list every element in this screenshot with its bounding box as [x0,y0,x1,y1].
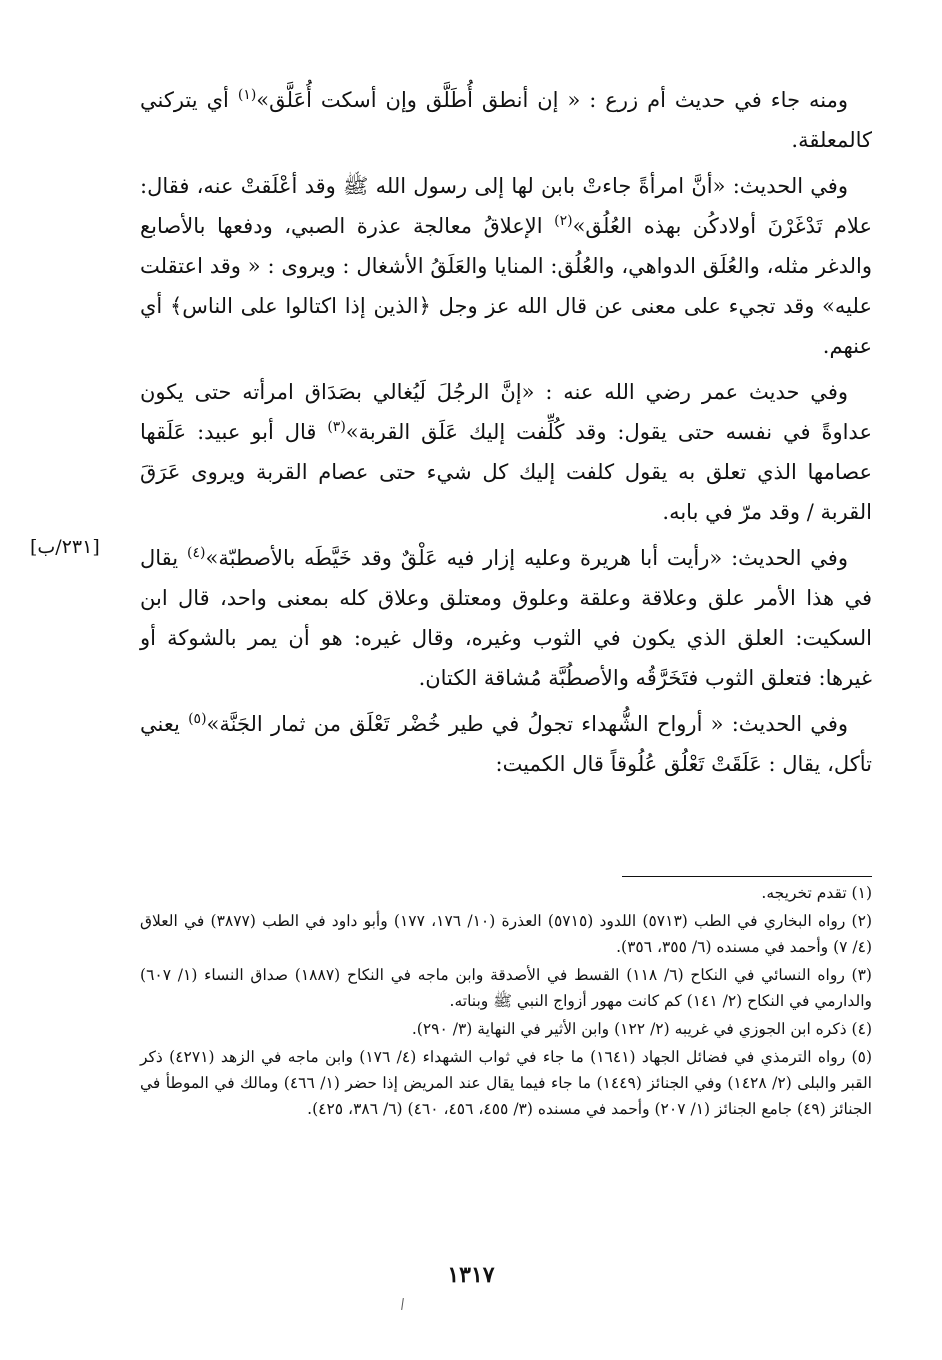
paragraph-text: ومنه جاء في حديث أم زرع : « إن أنطق أُطَلَّق وإن أسكت أُعَلَّق» [256,88,848,112]
footnote-ref-5: (٥) [188,711,207,727]
footnote-ref-2: (٢) [554,213,573,229]
paragraph-umm-zar [140,80,872,160]
paragraph-alaqat [140,166,872,366]
footnote-ref-3: (٣) [327,419,346,435]
manuscript-folio-marker: [٢٣١/ب] [30,536,100,558]
paragraph-text: وفي الحديث: «رأيت أبا هريرة وعليه إزار فيه عَلْقٌ وقد خَيَّطَه بالأصطبّة» [205,546,848,570]
footnote-separator [622,876,872,877]
footnote-ref-1: (١) [237,87,257,103]
footnote-3: (٣) رواه النسائي في النكاح (٦/ ١١٨) القسط في الأصدقة وابن ماجه في النكاح (١٨٨٧) صداق النساء (١/ ٦٠٧) والدارمي في النكاح (٢/ ١٤١) كم كانت مهور أزواج النبي ﷺ وبناته. [140,966,872,1010]
paragraph-text: وفي حديث عمر رضي الله عنه : «إنَّ الرجُلَ لَيُغالي بصَدَاق امرأته حتى يكون عداوةً في نفسه حتى يقول: وقد كُلِّفت إليك عَلَق القربة» [140,380,872,444]
paragraph-shuhada [140,704,872,784]
footnote-4: (٤) ذكره ابن الجوزي في غريبه (٢/ ١٢٢) وابن الأثير في النهاية (٣/ ٢٩٠). [411,1020,872,1038]
paragraph-text: يعني تأكل، يقال : عَلَقَتْ تَعْلُق عُلُوقاً قال الكميت: [140,712,872,776]
paragraph-text: الإعلاقُ معالجة عذرة الصبي، ودفعها بالأصابع والدغر مثله، والعُلَق الدواهي، والعُلُق: المنايا والعَلَقُ الأشغال : ويروى : « وقد اعتقلت عليه» وقد تجيء على معنى عن قال الله عز وجل ﴿الذين إذا اكتالوا على الناس﴾ أي عنهم. [140,214,872,358]
paragraph-text: وفي الحديث: « أرواح الشُّهداء تجولُ في طير خُضْر تَعْلَق من ثمار الجَنَّة» [206,712,848,736]
paragraph-text: وفي الحديث: «أنَّ امرأةً جاءتْ بابن لها إلى رسول الله ﷺ وقد أعْلَقتْ عنه، فقال: علام تَدْغَرْنَ أولادكُن بهذه العُلُق» [140,174,872,238]
paragraph-umar [140,372,872,532]
main-text [140,80,872,784]
paragraph-abu-hurayra [140,538,872,698]
footnote-2: (٢) رواه البخاري في الطب (٥٧١٣) اللدود (٥٧١٥) العذرة (١٠/ ١٧٦، ١٧٧) وأبو داود في الطب (٣٨٧٧) في العلاق (٤/ ٧) وأحمد في مسنده (٦/ ٣٥٥، ٣٥٦). [140,912,872,956]
paragraph-text: يقال في هذا الأمر علق وعلاقة وعلقة وعلوق ومعتلق وعلاق كله بمعنى واحد، قال ابن السكيت: العلق الذي يكون في الثوب وغيره، وقال غيره: هو أن يمر بالشوكة أو غيرها: فتعلق الثوب فتَخَرَّقُه والأصطُبَّة مُشاقة الكتان. [140,546,872,690]
page-number: ١٣١٧ [447,1262,495,1288]
footnote-1: (١) تقدم تخريجه. [761,884,872,902]
paragraph-text: قال أبو عبيد: عَلَقها عصامها الذي تعلق به يقول كلفت إليك كل شيء حتى عصام القربة ويروى عَرَقَ القربة / وقد مرّ في بابه. [140,420,872,524]
scan-mark [401,1298,404,1310]
footnote-ref-4: (٤) [187,545,206,561]
footnote-5: (٥) رواه الترمذي في فضائل الجهاد (١٦٤١) ما جاء في ثواب الشهداء (٤/ ١٧٦) وابن ماجه في الزهد (٤٢٧١) ذكر القبر والبلى (٢/ ١٤٢٨) وفي الجنائز (١٤٤٩) ما جاء فيما يقال عند المريض إذا حضر (١/ ٤٦٦) ومالك في الموطأ في الجنائز (٤٩) جامع الجنائز (١/ ٢٠٧) وأحمد في مسنده (٣/ ٤٥٥، ٤٥٦، ٤٦٠) (٦/ ٣٨٦، ٤٢٥). [140,1048,872,1118]
paragraph-text: أي يتركني كالمعلقة. [140,88,872,152]
footnotes [140,880,872,1124]
